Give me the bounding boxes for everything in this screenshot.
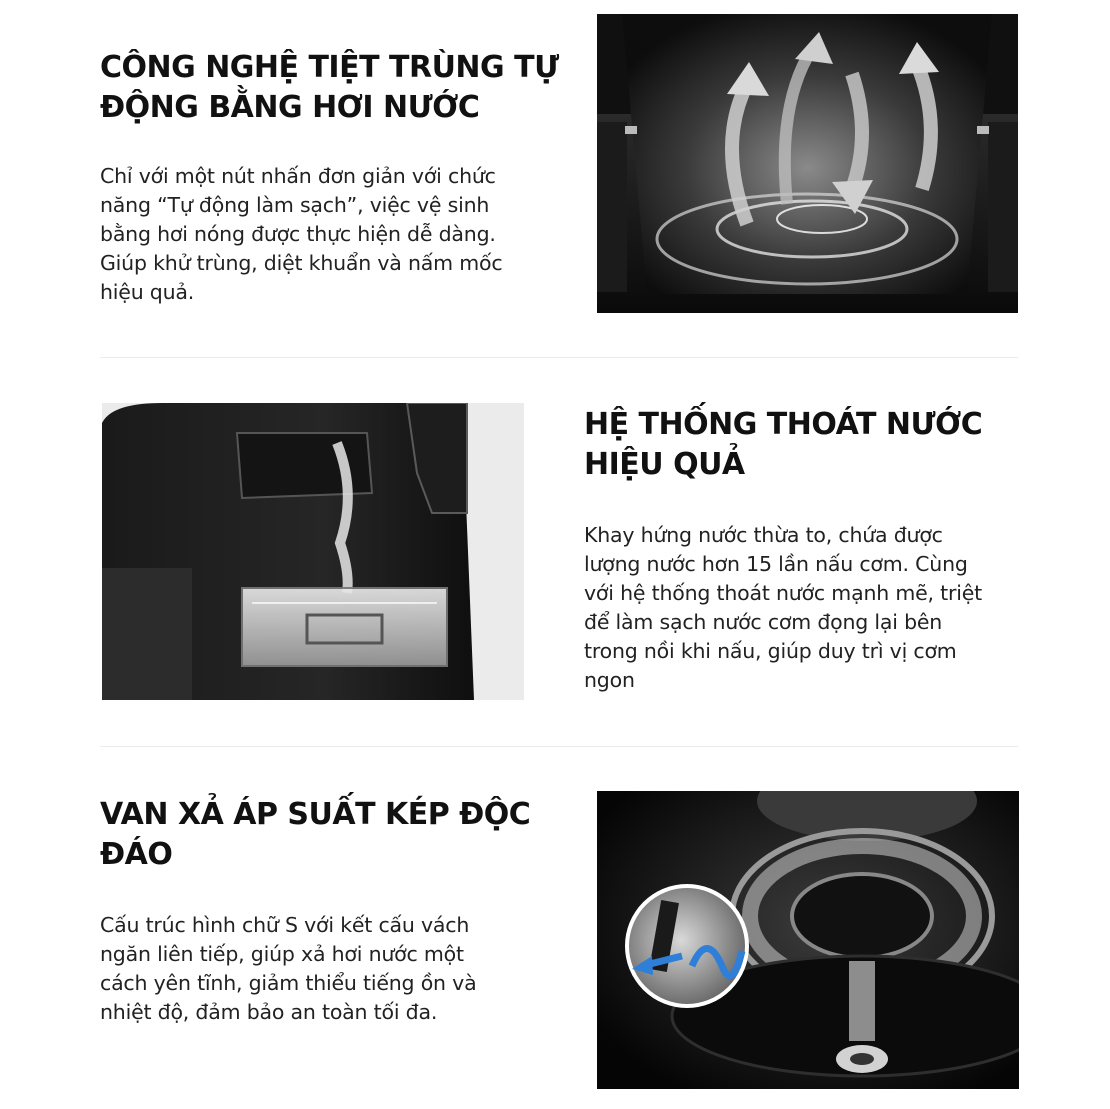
section-title-line: VAN XẢ ÁP SUẤT KÉP ĐỘC xyxy=(100,797,531,832)
section-title xyxy=(100,795,570,875)
description-line: trong nồi khi nấu, giúp duy trì vị cơm xyxy=(584,639,957,663)
section-title xyxy=(584,405,1004,485)
water-drain-tray-photo xyxy=(102,403,524,700)
section-title-line: CÔNG NGHỆ TIỆT TRÙNG TỰ xyxy=(100,50,559,85)
section-description xyxy=(100,162,560,307)
feature-section-pressure-valve xyxy=(0,747,1110,1109)
description-line: Cấu trúc hình chữ S với kết cấu vách xyxy=(100,913,470,937)
section-title-line: ĐỘNG BẰNG HƠI NƯỚC xyxy=(100,90,480,125)
steam-sterilization-photo xyxy=(597,14,1018,313)
description-line: nhiệt độ, đảm bảo an toàn tối đa. xyxy=(100,1000,438,1024)
pressure-valve-photo xyxy=(597,791,1019,1089)
feature-section-sterilization xyxy=(0,0,1110,355)
description-line: ngon xyxy=(584,668,635,692)
section-title-line: ĐÁO xyxy=(100,837,173,872)
description-line: bằng hơi nóng được thực hiện dễ dàng. xyxy=(100,222,496,246)
section-description xyxy=(100,911,560,1027)
feature-section-drainage xyxy=(0,358,1110,746)
description-line: Khay hứng nước thừa to, chứa được xyxy=(584,523,943,547)
section-title-line: HIỆU QUẢ xyxy=(584,447,745,482)
section-title xyxy=(100,48,570,128)
description-line: để làm sạch nước cơm đọng lại bên xyxy=(584,610,943,634)
description-line: năng “Tự động làm sạch”, việc vệ sinh xyxy=(100,193,490,217)
description-line: Chỉ với một nút nhấn đơn giản với chức xyxy=(100,164,496,188)
section-description xyxy=(584,521,1024,695)
description-line: ngăn liên tiếp, giúp xả hơi nước một xyxy=(100,942,464,966)
section-title-line: HỆ THỐNG THOÁT NƯỚC xyxy=(584,407,983,442)
description-line: hiệu quả. xyxy=(100,280,195,304)
description-line: với hệ thống thoát nước mạnh mẽ, triệt xyxy=(584,581,982,605)
description-line: cách yên tĩnh, giảm thiểu tiếng ồn và xyxy=(100,971,477,995)
description-line: lượng nước hơn 15 lần nấu cơm. Cùng xyxy=(584,552,968,576)
description-line: Giúp khử trùng, diệt khuẩn và nấm mốc xyxy=(100,251,503,275)
